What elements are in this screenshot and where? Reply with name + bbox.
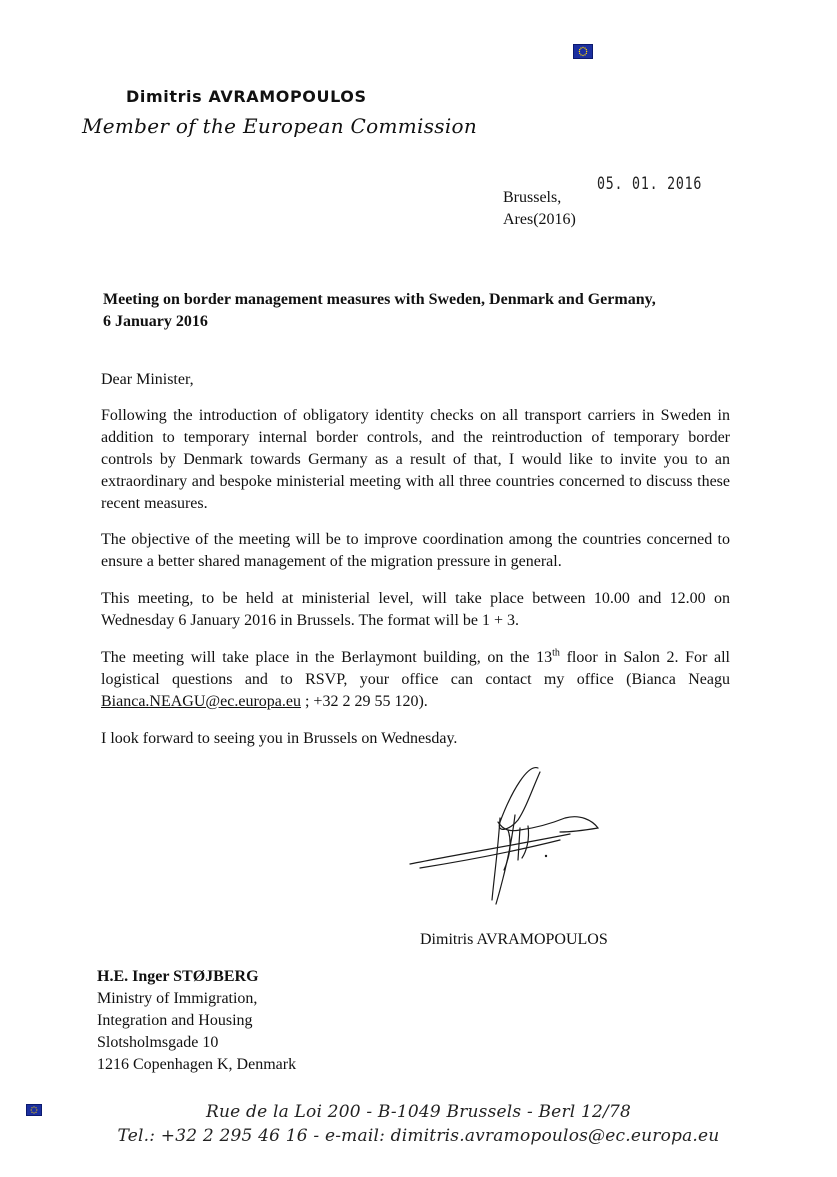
sender-name: Dimitris AVRAMOPOULOS — [126, 87, 367, 106]
recipient-line: Integration and Housing — [97, 1012, 253, 1029]
stamp-date: 05. 01. 2016 — [597, 174, 703, 194]
body-paragraph-1: Following the introduction of obligatory identity checks on all transport carriers in Sweden in addition to temporary internal border controls, and the reintroduction of temporary border controls by Denmark towards Germany as a result of that, I would like to invite you to an extraordinary and bespoke ministerial meeting with all three countries concerned to discuss these recent measures. — [101, 407, 730, 512]
reference: Ares(2016) — [503, 211, 576, 228]
place: Brussels, — [503, 189, 562, 206]
body-paragraph-4: The meeting will take place in the Berlaymont building, on the 13th floor in Salon 2. For all logistical questions and to RSVP, your office can contact my office (Bianca Neagu Bianca.NEAGU@ec.europa.eu ; +32 2 29 55 120). — [101, 647, 730, 710]
footer-contact: Tel.: +32 2 295 46 16 - e-mail: dimitris.avramopoulos@ec.europa.eu — [117, 1126, 720, 1146]
recipient-address — [97, 966, 296, 1076]
salutation: Dear Minister, — [101, 371, 194, 388]
subject-line-2: 6 January 2016 — [103, 313, 208, 330]
closing-sentence: I look forward to seeing you in Brussels on Wednesday. — [101, 730, 458, 747]
signer-name: Dimitris AVRAMOPOULOS — [420, 931, 608, 948]
subject — [103, 289, 656, 333]
recipient-line: Ministry of Immigration, — [97, 990, 258, 1007]
subject-line-1: Meeting on border management measures with Sweden, Denmark and Germany, — [103, 291, 656, 308]
contact-email-link[interactable]: Bianca.NEAGU@ec.europa.eu — [101, 693, 301, 710]
footer-address: Rue de la Loi 200 - B-1049 Brussels - Berl 12/78 — [205, 1102, 632, 1122]
place-block — [503, 187, 576, 231]
recipient-name: H.E. Inger STØJBERG — [97, 968, 259, 985]
sender-role: Member of the European Commission — [82, 114, 478, 138]
handwritten-signature — [400, 760, 620, 915]
eu-flag-icon — [573, 44, 593, 59]
body-paragraph-2: The objective of the meeting will be to improve coordination among the countries concerned to ensure a better shared management of the migration pressure in general. — [101, 531, 730, 570]
recipient-line: 1216 Copenhagen K, Denmark — [97, 1056, 297, 1073]
recipient-line: Slotsholmsgade 10 — [97, 1034, 219, 1051]
body-paragraph-3: This meeting, to be held at ministerial level, will take place between 10.00 and 12.00 on Wednesday 6 January 2016 in Brussels. The format will be 1 + 3. — [101, 590, 730, 629]
